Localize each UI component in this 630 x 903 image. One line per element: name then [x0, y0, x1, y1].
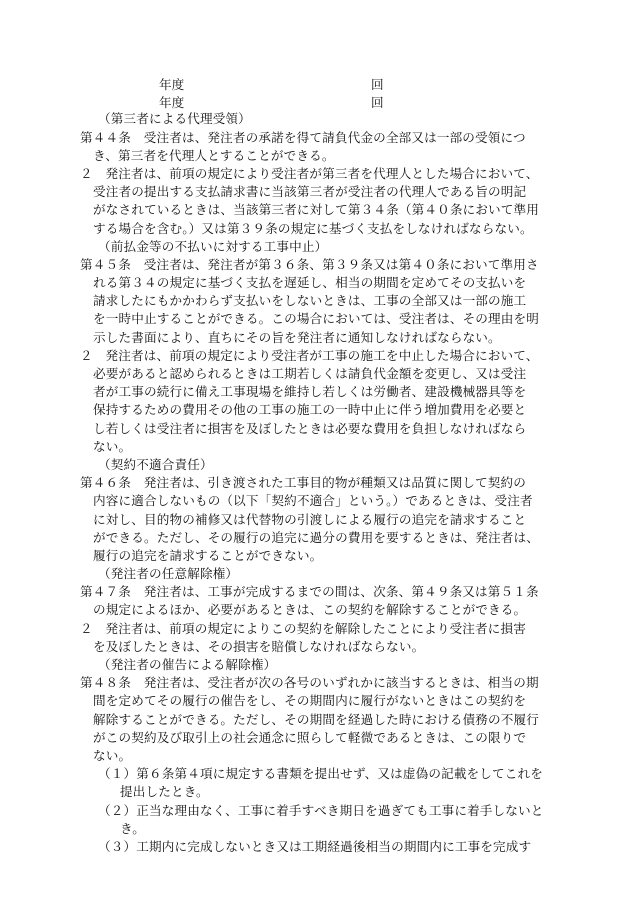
text-line: 履行の追完を請求することができない。	[93, 547, 323, 563]
section-heading: （第三者による代理受領）	[98, 111, 251, 127]
document-page	[80, 74, 560, 856]
text-line: き。	[120, 820, 145, 836]
text-line: ない。	[93, 438, 132, 454]
text-line: 保持するための費用その他の工事の施工の一時中止に伴う増加費用を必要と	[93, 402, 527, 418]
text-line: れる第３４の規定に基づく支払を遅延し、相当の期間を定めてその支払いを	[93, 275, 527, 291]
contract-text	[80, 110, 560, 856]
header-block	[80, 74, 560, 110]
text-line: し若しくは受注者に損害を及ぼしたときは必要な費用を負担しなければなら	[93, 420, 527, 436]
text-line: ができる。ただし、その履行の追完に過分の費用を要するときは、発注者は、	[93, 529, 540, 545]
text-line: 必要があると認められるときは工期若しくは請負代金額を変更し、又は受注	[93, 366, 527, 381]
text-line: （３）工期内に完成しないとき又は工期経過後相当の期間内に工事を完成す	[98, 838, 532, 854]
text-line: （１）第６条第４項に規定する書類を提出せず、又は虚偽の記載をしてこれを	[98, 766, 544, 782]
text-line: に対し、目的物の補修又は代替物の引渡しによる履行の追完を請求すること	[93, 511, 527, 527]
text-line: 間を定めてその履行の催告をし、その期間内に履行がないときはこの契約を	[93, 693, 527, 709]
section-heading: （発注者の催告による解除権）	[98, 657, 277, 672]
round-label: 回	[371, 95, 384, 111]
text-line: 解除することができる。ただし、その期間を経過した時における債務の不履行	[93, 711, 540, 727]
text-line: 示した書面により、直ちにその旨を発注者に通知しなければならない。	[93, 329, 501, 345]
text-line: 第４８条 発注者は、受注者が次の各号のいずれかに該当するときは、相当の期	[80, 675, 539, 691]
text-line: ２ 発注者は、前項の規定により受注者が工事の施工を中止した場合において、	[80, 347, 539, 363]
text-line: 第４６条 発注者は、引き渡された工事目的物が種類又は品質に関して契約の	[80, 475, 527, 491]
text-line: ２ 発注者は、前項の規定により受注者が第三者を代理人とした場合において、	[80, 165, 539, 181]
section-heading: （契約不適合責任）	[98, 456, 213, 472]
round-label: 回	[371, 77, 384, 92]
text-line: 受注者の提出する支払請求書に当該第三者が受注者の代理人である旨の明記	[93, 184, 527, 200]
fiscal-year-label: 年度	[159, 95, 185, 111]
text-line: 内容に適合しないもの（以下「契約不適合」という。）であるときは、受注者	[93, 493, 533, 509]
fiscal-year-row-2	[80, 92, 560, 110]
text-line: する場合を含む。）又は第３９条の規定に基づく支払をしなければならない。	[93, 220, 533, 236]
text-line: の規定によるほか、必要があるときは、この契約を解除することができる。	[93, 602, 527, 618]
text-line: を及ぼしたときは、その損害を賠償しなければならない。	[93, 638, 425, 654]
text-line: 請求したにもかかわらず支払いをしないときは、工事の全部又は一部の施工	[93, 293, 527, 309]
section-heading: （発注者の任意解除権）	[98, 566, 239, 582]
text-line: ２ 発注者は、前項の規定によりこの契約を解除したことにより受注者に損害	[80, 620, 527, 636]
fiscal-year-row-1	[80, 74, 560, 92]
text-line: がなされているときは、当該第三者に対して第３４条（第４０条において準用	[93, 202, 540, 218]
text-line: がこの契約及び取引上の社会通念に照らして軽微であるときは、この限りで	[93, 729, 527, 745]
text-line: 者が工事の続行に備え工事現場を維持し若しくは労働者、建設機械器具等を	[93, 384, 527, 400]
fiscal-year-label: 年度	[159, 77, 185, 92]
text-line: を一時中止することができる。この場合においては、受注者は、その理由を明	[93, 311, 540, 327]
section-heading: （前払金等の不払いに対する工事中止）	[98, 238, 328, 254]
text-line: 第４７条 発注者は、工事が完成するまでの間は、次条、第４９条又は第５１条	[80, 584, 539, 600]
text-line: 第４５条 受注者は、発注者が第３６条、第３９条又は第４０条において準用さ	[80, 256, 539, 272]
text-line: 第４４条 受注者は、発注者の承諾を得て請負代金の全部又は一部の受領につ	[80, 129, 526, 145]
text-line: き、第三者を代理人とすることができる。	[93, 147, 335, 163]
text-line: ない。	[93, 747, 132, 763]
text-line: （２）正当な理由なく、工事に着手すべき期日を過ぎても工事に着手しないと	[98, 802, 544, 818]
text-line: 提出したとき。	[120, 784, 209, 800]
